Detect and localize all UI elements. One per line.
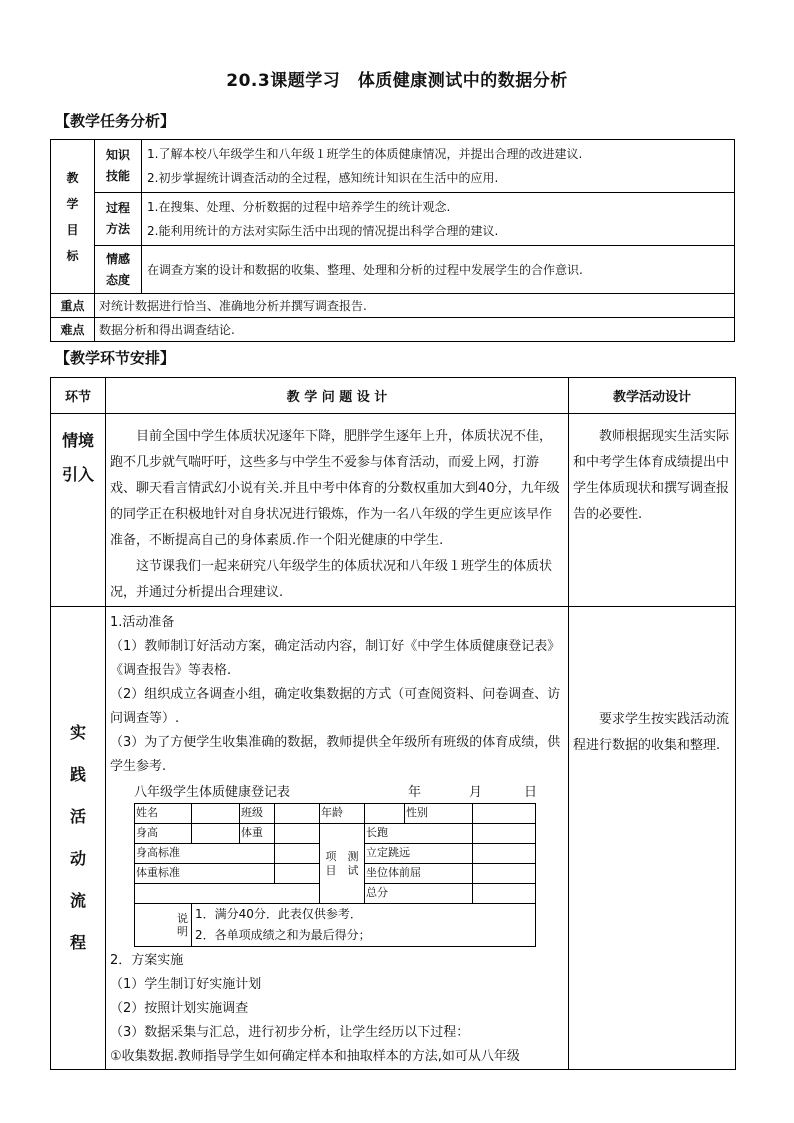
- form-title: 八年级学生体质健康登记表: [134, 785, 291, 800]
- form-age-label: 年龄: [320, 804, 365, 824]
- step-prep-1: （1）教师制订好活动方案，确定活动内容，制订好《中学生体质健康登记表》《调查报告》等表格.: [110, 639, 561, 678]
- form-day: 日: [524, 785, 538, 800]
- practice-content: [106, 607, 569, 1070]
- step-implement-2: （2）按照计划实施调查: [110, 1001, 249, 1016]
- header-activity-design: 教学活动设计: [569, 378, 736, 414]
- form-total-value: [473, 884, 536, 904]
- process-method-label: 过程 方法: [95, 193, 142, 246]
- intro-stage-label: 情境 引入: [51, 414, 106, 607]
- form-class-label: 班级: [240, 804, 275, 824]
- form-sit-label: 坐位体前屈: [365, 864, 473, 884]
- form-total-label: 总分: [365, 884, 473, 904]
- difficulty-label: 难点: [51, 318, 95, 342]
- form-gender-value: [473, 804, 536, 824]
- registration-form-table: [134, 803, 536, 947]
- form-name-value: [192, 804, 240, 824]
- intro-paragraph-2: 这节课我们一起来研究八年级学生的体质状况和八年级１班学生的体质状况，并通过分析提出合理建议.: [110, 559, 553, 600]
- practice-stage-label: 实 践 活 动 流 程: [51, 607, 106, 1070]
- key-point-label: 重点: [51, 294, 95, 318]
- form-height-std-value: [275, 844, 320, 864]
- form-blank: [135, 884, 320, 904]
- section-heading-task-analysis: 【教学任务分析】: [55, 112, 176, 130]
- step-implement-1: （1）学生制订好实施计划: [110, 977, 262, 992]
- form-age-value: [365, 804, 405, 824]
- form-jump-value: [473, 844, 536, 864]
- knowledge-skill-text: 1.了解本校八年级学生和八年级１班学生的体质健康情况，并提出合理的改进建议. 2.初步掌握统计调查活动的全过程，感知统计知识在生活中的应用.: [142, 140, 735, 193]
- form-gender-label: 性别: [405, 804, 473, 824]
- step-prep: 1.活动准备: [110, 615, 175, 630]
- form-class-value: [275, 804, 320, 824]
- emotion-attitude-label: 情感 态度: [95, 246, 142, 294]
- form-month: 月: [469, 785, 483, 800]
- form-year: 年: [408, 785, 422, 800]
- form-title-row: [106, 781, 568, 803]
- step-prep-3: （3）为了方便学生收集准确的数据，教师提供全年级所有班级的体育成绩，供学生参考.: [110, 735, 561, 774]
- emotion-attitude-text: 在调查方案的设计和数据的收集、整理、处理和分析的过程中发展学生的合作意识.: [142, 246, 735, 294]
- page-title: 20.3课题学习 体质健康测试中的数据分析: [226, 71, 568, 91]
- step-prep-2: （2）组织成立各调查小组，确定收集数据的方式（可查阅资料、问卷调查、访问调查等）.: [110, 687, 561, 726]
- intro-activity: 教师根据现实生活实际和中考学生体育成绩提出中学生体质现状和撰写调查报告的必要性.: [569, 414, 736, 607]
- key-point-text: 对统计数据进行恰当、准确地分析并撰写调查报告.: [95, 294, 735, 318]
- form-note-label: 说明: [135, 904, 192, 947]
- form-sit-value: [473, 864, 536, 884]
- knowledge-skill-label: 知识 技能: [95, 140, 142, 193]
- header-problem-design: 教 学 问 题 设 计: [106, 378, 569, 414]
- practice-activity: 要求学生按实践活动流程进行数据的收集和整理.: [569, 607, 736, 1070]
- step-implement-3: （3）数据采集与汇总，进行初步分析，让学生经历以下过程：: [110, 1025, 470, 1040]
- form-height-std-label: 身高标准: [135, 844, 275, 864]
- goal-label: 教 学 目 标: [51, 140, 95, 294]
- form-note-content: 1．满分40分．此表仅供参考． 2．各单项成绩之和为最后得分；: [192, 904, 536, 947]
- step-implement: 2．方案实施: [110, 953, 184, 968]
- teaching-schedule-table: [50, 377, 736, 1070]
- form-weight-value: [275, 824, 320, 844]
- form-test-item-label: 项 测 目 试: [320, 824, 365, 904]
- form-weight-std-value: [275, 864, 320, 884]
- form-name-label: 姓名: [135, 804, 192, 824]
- difficulty-text: 数据分析和得出调查结论.: [95, 318, 735, 342]
- form-height-value: [192, 824, 240, 844]
- form-run-label: 长跑: [365, 824, 473, 844]
- form-jump-label: 立定跳远: [365, 844, 473, 864]
- form-weight-std-label: 体重标准: [135, 864, 275, 884]
- form-height-label: 身高: [135, 824, 192, 844]
- intro-content: [106, 414, 569, 607]
- header-stage: 环节: [51, 378, 106, 414]
- step-implement-collect: ①收集数据.教师指导学生如何确定样本和抽取样本的方法,如可从八年级: [110, 1049, 520, 1064]
- task-analysis-table: [50, 139, 735, 342]
- process-method-text: 1.在搜集、处理、分析数据的过程中培养学生的统计观念. 2.能利用统计的方法对实际生活中出现的情况提出科学合理的建议.: [142, 193, 735, 246]
- section-heading-schedule: 【教学环节安排】: [55, 349, 176, 367]
- intro-paragraph-1: 目前全国中学生体质状况逐年下降，肥胖学生逐年上升，体质状况不佳，跑不几步就气喘吁吁，这些多与中学生不爱参与体育活动，而爱上网，打游戏、聊天看言情武幻小说有关.并且中考中体育的分数权重加大到40分，九年级的同学正在积极地针对自身状况进行锻炼，作为一名八年级的学生更应该早作准备，不断提高自己的身体素质.作一个阳光健康的中学生.: [110, 429, 560, 548]
- form-run-value: [473, 824, 536, 844]
- form-weight-label: 体重: [240, 824, 275, 844]
